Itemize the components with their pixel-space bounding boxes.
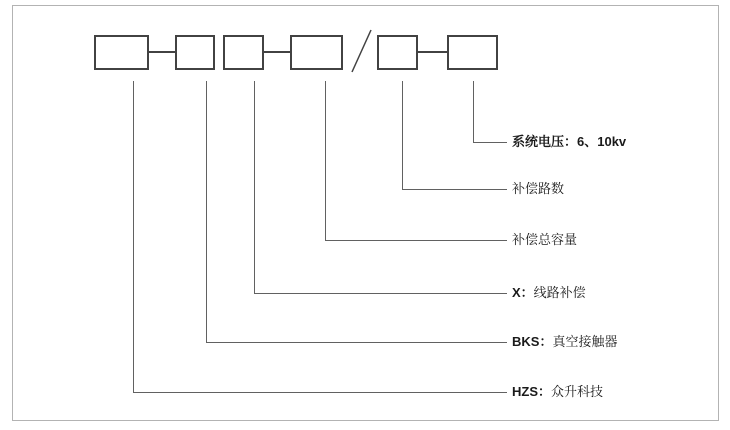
- label-manufacturer-bold: HZS：: [512, 384, 552, 399]
- box-connector-1-2: [149, 51, 175, 53]
- label-system-voltage-bold: 系统电压：6、10kv: [512, 134, 627, 149]
- box-connector-5-6: [418, 51, 447, 53]
- label-vacuum-contactor-bold: BKS：: [512, 334, 553, 349]
- leader-hline-system-voltage: [473, 142, 507, 143]
- label-compensation-circuits-text: 补偿路数: [512, 181, 565, 196]
- label-line-compensation-text: 线路补偿: [533, 285, 586, 300]
- leader-hline-manufacturer: [133, 392, 507, 393]
- leader-hline-vacuum-contactor: [206, 342, 507, 343]
- model-code-box-6: [447, 35, 498, 70]
- label-manufacturer: [512, 382, 603, 402]
- label-manufacturer-text: 众升科技: [551, 384, 604, 399]
- leader-vline-box5: [402, 81, 403, 190]
- leader-hline-compensation-circuits: [402, 189, 507, 190]
- leader-vline-box6: [473, 81, 474, 143]
- label-compensation-circuits: [512, 179, 564, 199]
- leader-vline-box1: [133, 81, 134, 393]
- model-code-box-5: [377, 35, 418, 70]
- leader-vline-box3: [254, 81, 255, 294]
- model-code-box-3: [223, 35, 264, 70]
- label-system-voltage: [512, 132, 626, 152]
- label-total-capacity: [512, 230, 577, 250]
- model-code-box-1: [94, 35, 149, 70]
- model-code-box-4: [290, 35, 343, 70]
- label-vacuum-contactor: [512, 332, 617, 352]
- label-line-compensation: [512, 283, 586, 303]
- model-code-box-2: [175, 35, 215, 70]
- label-vacuum-contactor-text: 真空接触器: [552, 334, 618, 349]
- leader-hline-line-compensation: [254, 293, 507, 294]
- leader-vline-box2: [206, 81, 207, 343]
- label-total-capacity-text: 补偿总容量: [512, 232, 578, 247]
- box-connector-3-4: [264, 51, 290, 53]
- leader-hline-total-capacity: [325, 240, 507, 241]
- label-line-compensation-bold: X：: [512, 285, 534, 300]
- leader-vline-box4: [325, 81, 326, 241]
